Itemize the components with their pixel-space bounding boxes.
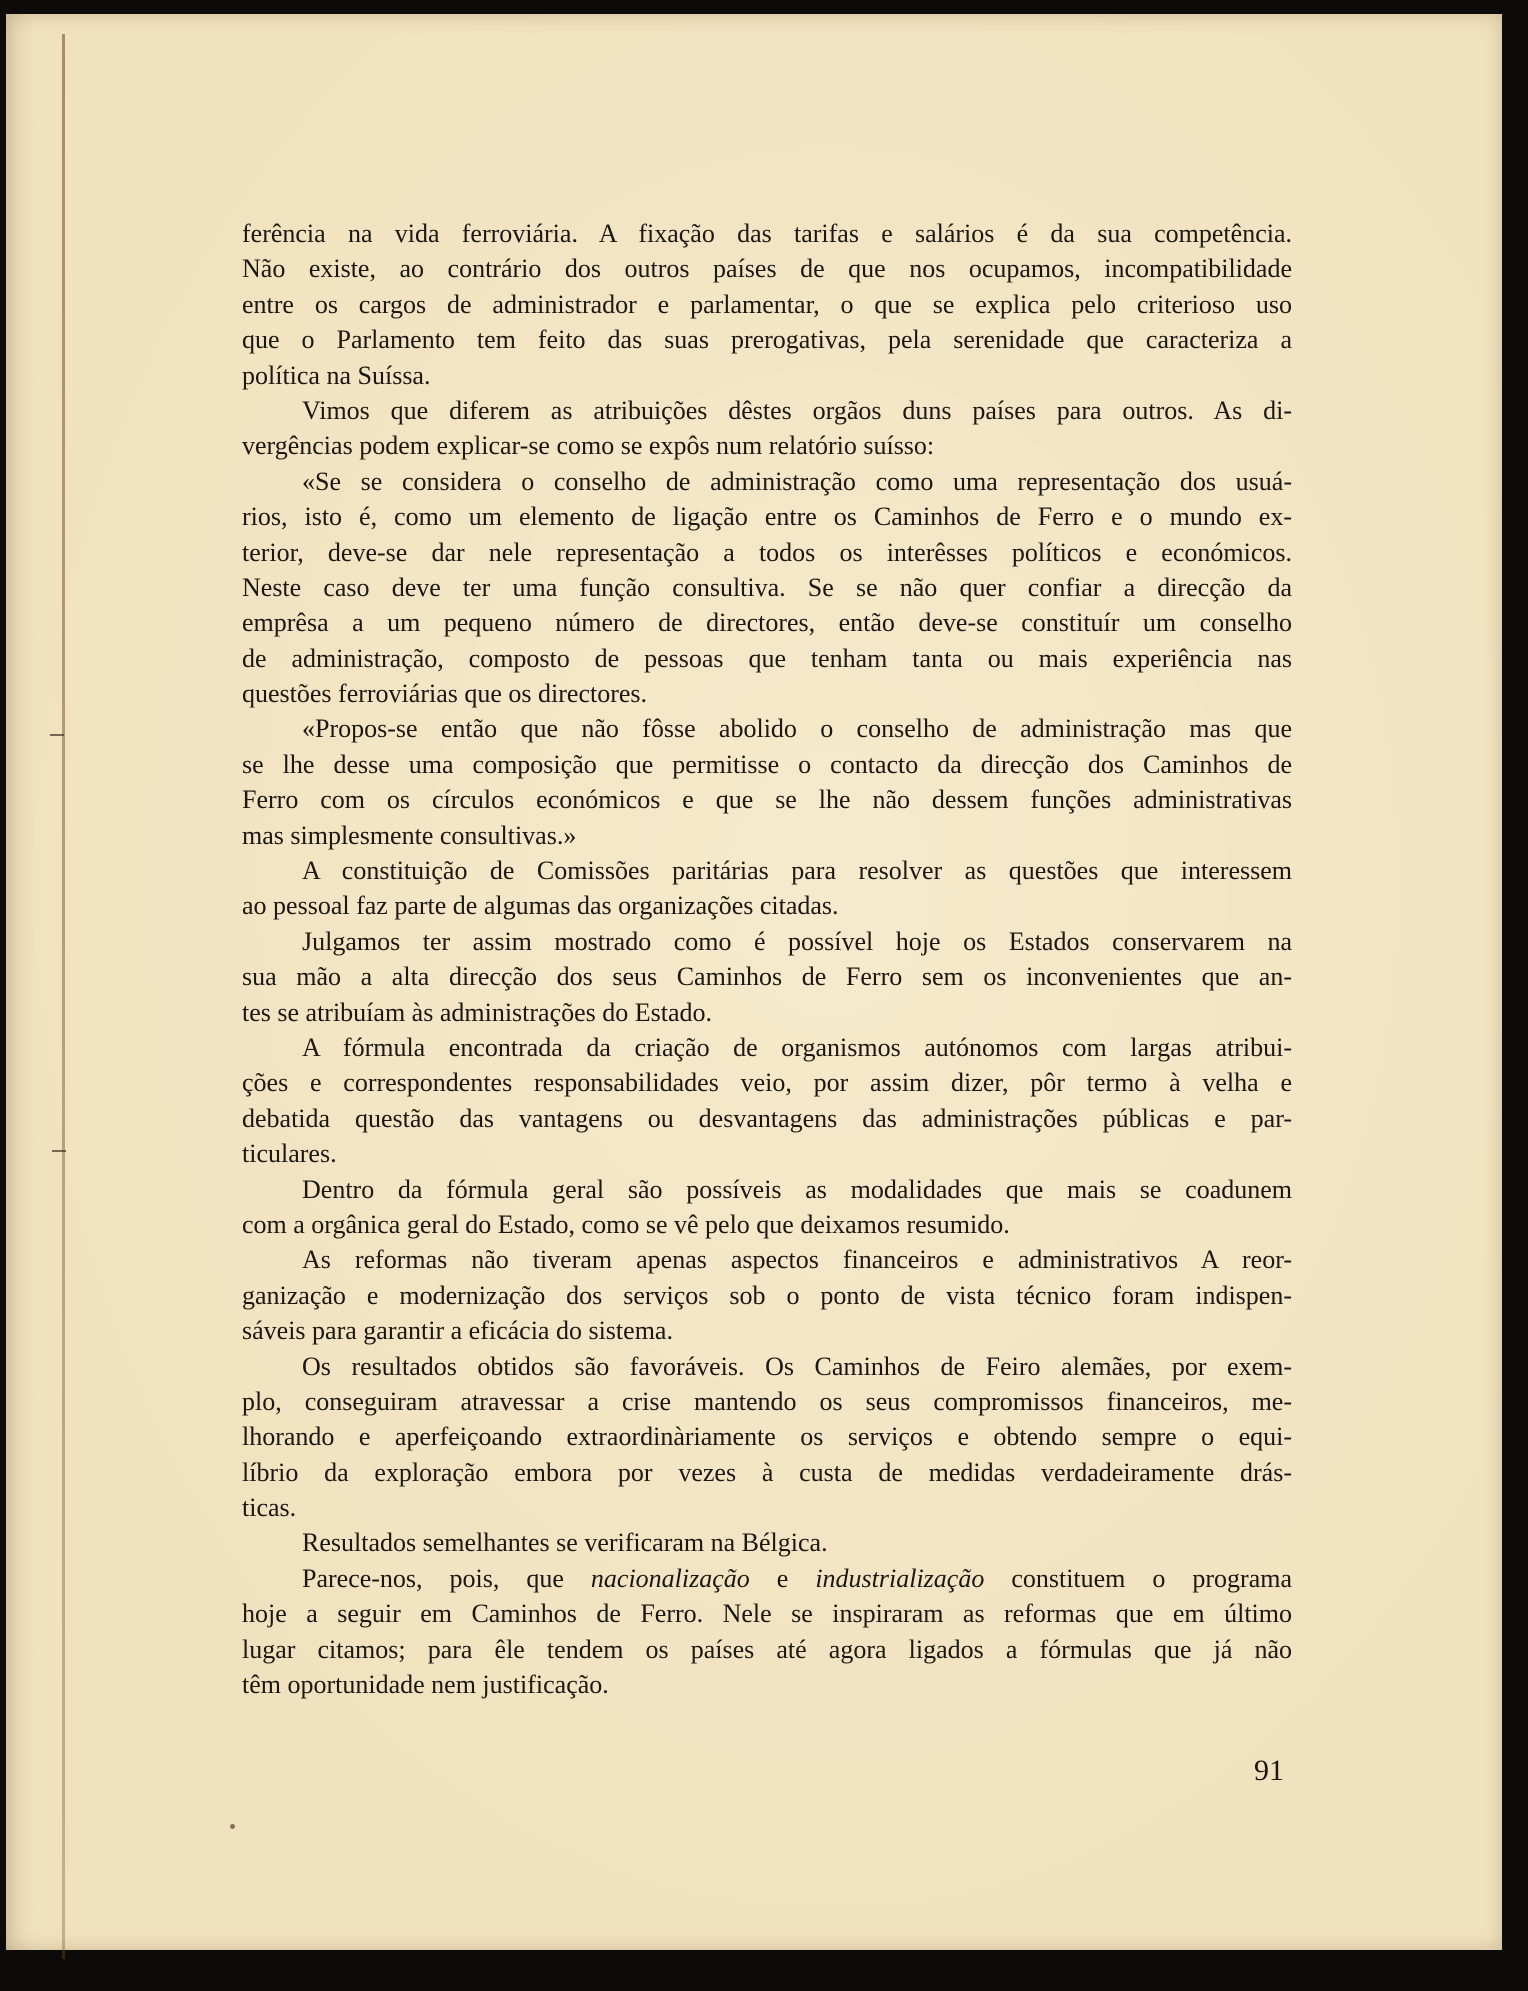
text-line: plo, conseguiram atravessar a crise mantendo os seus compromissos financeiros, me- bbox=[242, 1386, 1292, 1416]
text-line: sua mão a alta direcção dos seus Caminhos de Ferro sem os inconvenientes que an- bbox=[242, 962, 1292, 992]
text-line: questões ferroviárias que os directores. bbox=[242, 679, 648, 709]
text-line: com a orgânica geral do Estado, como se vê pelo que deixamos resumido. bbox=[242, 1209, 1010, 1239]
text-line: política na Suíssa. bbox=[242, 360, 431, 390]
text-line: «Propos-se então que não fôsse abolido o conselho de administração mas que bbox=[302, 714, 1292, 744]
text-line: que o Parlamento tem feito das suas prerogativas, pela serenidade que caracteriza a bbox=[242, 325, 1292, 355]
text-line: têm oportunidade nem justificação. bbox=[242, 1670, 609, 1700]
text-line: vergências podem explicar-se como se expôs num relatório suísso: bbox=[242, 431, 935, 461]
text-line: A fórmula encontrada da criação de organismos autónomos com largas atribui- bbox=[302, 1032, 1292, 1062]
text-line: mas simplesmente consultivas.» bbox=[242, 820, 577, 850]
text-line: tes se atribuíam às administrações do Estado. bbox=[242, 997, 713, 1027]
text-line: Julgamos ter assim mostrado como é possível hoje os Estados conservarem na bbox=[302, 926, 1292, 956]
text-line: ferência na vida ferroviária. A fixação das tarifas e salários é da sua competência. bbox=[242, 219, 1292, 248]
text-line: Neste caso deve ter uma função consultiva. Se se não quer confiar a direcção da bbox=[242, 572, 1292, 602]
page-binding-edge bbox=[62, 34, 65, 1959]
book-page bbox=[6, 14, 1502, 1950]
text-line: entre os cargos de administrador e parlamentar, o que se explica pelo criterioso uso bbox=[242, 289, 1292, 319]
text-line: Não existe, ao contrário dos outros países de que nos ocupamos, incompatibilidade bbox=[242, 254, 1292, 284]
paper-speck bbox=[230, 1824, 235, 1829]
text-line: se lhe desse uma composição que permitisse o contacto da direcção dos Caminhos de bbox=[242, 749, 1292, 779]
text-line: debatida questão das vantagens ou desvantagens das administrações públicas e par- bbox=[242, 1103, 1292, 1133]
body-text bbox=[242, 216, 1292, 1702]
text-line: lugar citamos; para êle tendem os países até agora ligados a fórmulas que já não bbox=[242, 1634, 1292, 1664]
text-line: sáveis para garantir a eficácia do sistema. bbox=[242, 1316, 673, 1346]
text-line: Parece-nos, pois, que nacionalização e industrialização constituem o programa bbox=[302, 1563, 1293, 1593]
text-line: «Se se considera o conselho de administração como uma representação dos usuá- bbox=[302, 466, 1292, 496]
text-line: ao pessoal faz parte de algumas das organizações citadas. bbox=[242, 891, 839, 921]
margin-mark bbox=[50, 734, 64, 736]
text-line: Os resultados obtidos são favoráveis. Os Caminhos de Feiro alemães, por exem- bbox=[302, 1351, 1292, 1381]
text-line: ganização e modernização dos serviços sob o ponto de vista técnico foram indispen- bbox=[242, 1280, 1292, 1310]
text-line: Vimos que diferem as atribuições dêstes orgãos duns países para outros. As di- bbox=[302, 395, 1292, 425]
text-line: Ferro com os círculos económicos e que se lhe não dessem funções administrativas bbox=[242, 785, 1292, 815]
text-line: A constituição de Comissões paritárias para resolver as questões que interessem bbox=[302, 856, 1292, 886]
text-line: ticas. bbox=[242, 1493, 297, 1523]
text-line: de administração, composto de pessoas que tenham tanta ou mais experiência nas bbox=[242, 643, 1292, 673]
page-number: 91 bbox=[1254, 1754, 1284, 1787]
text-line: terior, deve-se dar nele representação a todos os interêsses políticos e económicos. bbox=[242, 537, 1292, 567]
text-line: rios, isto é, como um elemento de ligação entre os Caminhos de Ferro e o mundo ex- bbox=[242, 502, 1292, 532]
text-line: ções e correspondentes responsabilidades veio, por assim dizer, pôr termo à velha e bbox=[242, 1068, 1292, 1098]
margin-mark bbox=[52, 1150, 66, 1152]
text-line: Resultados semelhantes se verificaram na Bélgica. bbox=[302, 1528, 828, 1558]
text-line: líbrio da exploração embora por vezes à custa de medidas verdadeiramente drás- bbox=[242, 1457, 1292, 1487]
text-line: As reformas não tiveram apenas aspectos financeiros e administrativos A reor- bbox=[302, 1245, 1292, 1275]
text-line: Dentro da fórmula geral são possíveis as modalidades que mais se coadunem bbox=[302, 1174, 1292, 1204]
text-line: hoje a seguir em Caminhos de Ferro. Nele se inspiraram as reformas que em último bbox=[242, 1599, 1292, 1629]
text-line: lhorando e aperfeiçoando extraordinàriamente os serviços e obtendo sempre o equi- bbox=[242, 1422, 1292, 1452]
text-line: emprêsa a um pequeno número de directores, então deve-se constituír um conselho bbox=[242, 608, 1292, 638]
text-line: ticulares. bbox=[242, 1139, 337, 1169]
